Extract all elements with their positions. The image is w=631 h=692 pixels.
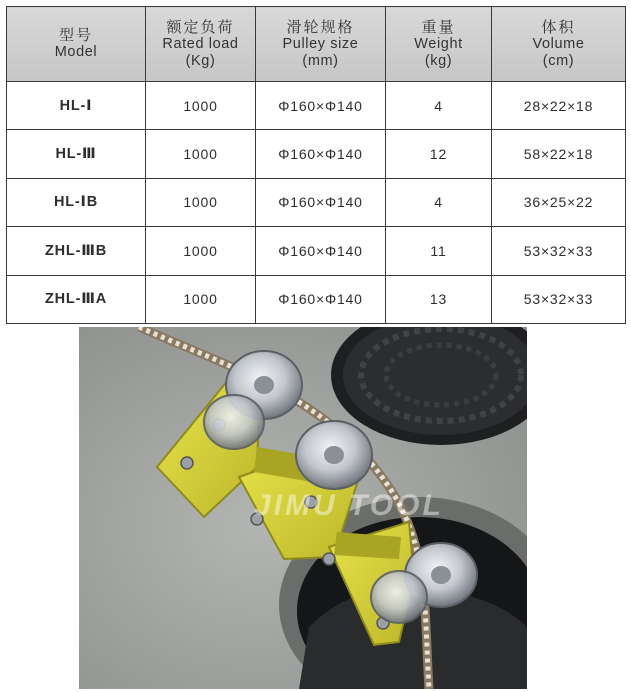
table-row <box>7 275 626 323</box>
header-load-en: Rated load <box>162 35 239 52</box>
header-load-zh: 额定负荷 <box>166 18 235 36</box>
table-row <box>7 82 626 130</box>
cell-pulley: Φ160×Φ140 <box>256 130 386 178</box>
watermark-text: JIMU TOOL <box>254 489 444 522</box>
product-photo <box>79 327 527 689</box>
cell-weight: 11 <box>386 227 492 275</box>
header-model-en: Model <box>54 44 98 60</box>
header-pulley <box>256 7 386 82</box>
cell-load: 1000 <box>146 227 256 275</box>
header-volume <box>492 7 626 82</box>
header-model <box>7 7 146 82</box>
header-volume-zh: 体积 <box>541 18 576 36</box>
cell-model: ZHL-ⅢA <box>7 275 146 323</box>
cell-pulley: Φ160×Φ140 <box>256 82 386 130</box>
header-weight <box>386 7 492 82</box>
cell-volume: 36×25×22 <box>492 178 626 226</box>
header-pulley-zh: 滑轮规格 <box>286 18 355 36</box>
header-volume-unit: (cm) <box>542 52 575 69</box>
cell-load: 1000 <box>146 275 256 323</box>
cell-weight: 4 <box>386 178 492 226</box>
cell-weight: 13 <box>386 275 492 323</box>
cell-weight: 4 <box>386 82 492 130</box>
cell-load: 1000 <box>146 130 256 178</box>
cell-model: HL-ⅠB <box>7 178 146 226</box>
cell-pulley: Φ160×Φ140 <box>256 178 386 226</box>
cell-volume: 53×32×33 <box>492 275 626 323</box>
cell-volume: 53×32×33 <box>492 227 626 275</box>
cell-load: 1000 <box>146 82 256 130</box>
header-load <box>146 7 256 82</box>
table-row <box>7 227 626 275</box>
cell-model: ZHL-ⅢB <box>7 227 146 275</box>
table-row <box>7 130 626 178</box>
pulley-photo-illustration <box>79 327 527 689</box>
cell-pulley: Φ160×Φ140 <box>256 275 386 323</box>
cell-model: HL-Ⅰ <box>7 82 146 130</box>
header-weight-zh: 重量 <box>421 18 456 36</box>
cell-volume: 28×22×18 <box>492 82 626 130</box>
header-load-unit: (Kg) <box>185 52 216 69</box>
header-weight-en: Weight <box>414 35 463 52</box>
cell-load: 1000 <box>146 178 256 226</box>
header-pulley-unit: (mm) <box>302 52 339 69</box>
header-volume-en: Volume <box>532 35 585 52</box>
spec-table <box>6 6 626 324</box>
cell-volume: 58×22×18 <box>492 130 626 178</box>
table-row <box>7 178 626 226</box>
cell-model: HL-Ⅲ <box>7 130 146 178</box>
header-model-zh: 型号 <box>58 27 93 44</box>
cell-pulley: Φ160×Φ140 <box>256 227 386 275</box>
cell-weight: 12 <box>386 130 492 178</box>
header-row <box>7 7 626 82</box>
header-weight-unit: (kg) <box>424 52 453 69</box>
header-pulley-en: Pulley size <box>282 35 359 52</box>
